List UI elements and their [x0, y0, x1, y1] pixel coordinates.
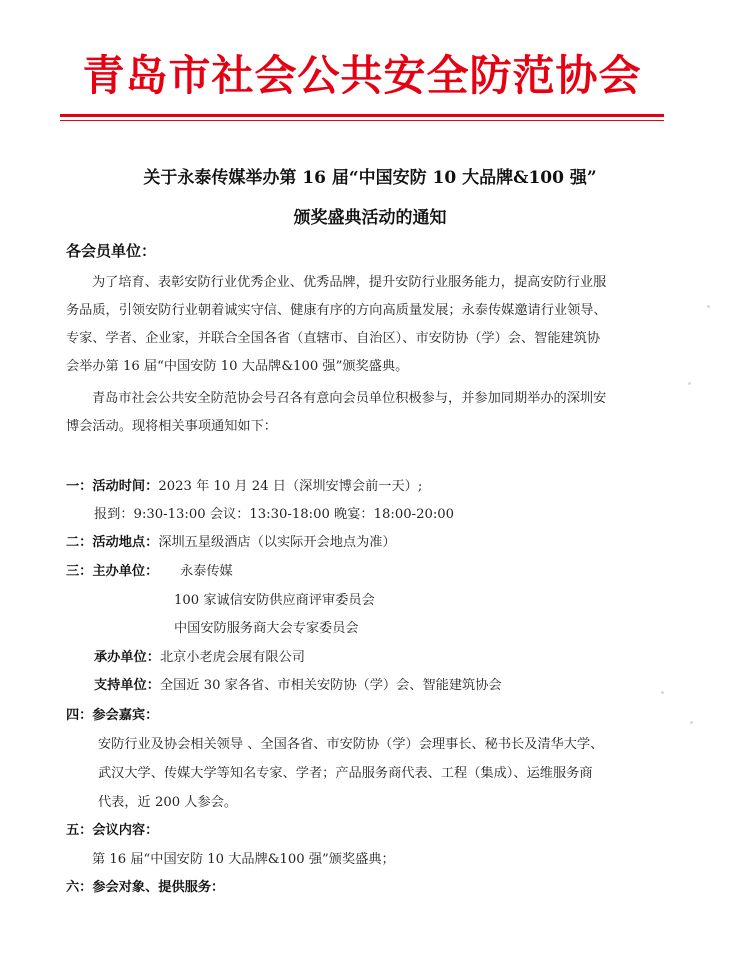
section-5-value: 第 16 届“中国安防 10 大品牌&100 强”颁奖盛典； [92, 852, 395, 867]
intro-p1-line-2: 务品质，引领安防行业朝着诚实守信、健康有序的方向高质量发展；永泰传媒邀请行业领导、 [66, 303, 607, 318]
intro-p1-line-1: 为了培育、表彰安防行业优秀企业、优秀品牌，提升安防行业服务能力，提高安防行业服 [92, 275, 607, 290]
notice-title-line-2: 颁奖盛典活动的通知 [293, 208, 447, 228]
section-3-label: 三：主办单位： [66, 564, 159, 579]
host-3: 中国安防服务商大会专家委员会 [174, 621, 359, 636]
guests-line-2: 武汉大学、传媒大学等知名专家、学者；产品服务商代表、工程（集成）、运维服务商 [98, 766, 593, 781]
notice-title-line-1: 关于永泰传媒举办第 16 届“中国安防 10 大品牌&100 强” [143, 168, 597, 188]
letterhead-rule-thin [60, 120, 664, 121]
salutation: 各会员单位： [66, 242, 157, 260]
host-2: 100 家诚信安防供应商评审委员会 [174, 593, 375, 608]
section-1-value: 2023 年 10 月 24 日（深圳安博会前一天）; [158, 479, 423, 494]
section-1 [66, 478, 422, 496]
section-4-label: 四：参会嘉宾： [66, 708, 159, 723]
organizer-value: 北京小老虎会展有限公司 [159, 650, 305, 665]
intro-p1-line-3: 专家、学者、企业家，并联合全国各省（直辖市、自治区）、市安防协（学）会、智能建筑协 [66, 331, 601, 346]
scan-speck [688, 382, 691, 385]
section-6 [66, 879, 224, 897]
letterhead-title: 青岛市社会公共安全防范协会 [82, 51, 642, 100]
section-1-schedule: 报到：9:30-13:00 会议：13:30-18:00 晚宴：18:00-20:00 [94, 507, 455, 522]
supporter-value: 全国近 30 家各省、市相关安防协（学）会、智能建筑协会 [159, 678, 502, 693]
guests-line-3: 代表，近 200 人参会。 [98, 795, 238, 810]
section-6-label: 六：参会对象、提供服务： [66, 880, 225, 895]
section-1-label: 一：活动时间： [66, 479, 159, 494]
organizer-label: 承办单位： [94, 650, 160, 665]
section-2-label: 二：活动地点： [66, 535, 159, 550]
section-5-label: 五：会议内容： [66, 823, 159, 838]
host-1: 永泰传媒 [180, 564, 233, 579]
section-2 [66, 534, 396, 552]
intro-p1-line-4: 会举办第 16 届“中国安防 10 大品牌&100 强”颁奖盛典。 [66, 359, 409, 374]
letterhead-rule-thick [60, 114, 664, 117]
intro-p2-line-1: 青岛市社会公共安全防范协会号召各有意向会员单位积极参与，并参加同期举办的深圳安 [92, 391, 607, 406]
scan-speck [690, 721, 693, 724]
guests-line-1: 安防行业及协会相关领导 、全国各省、市安防协（学）会理事长、秘书长及清华大学、 [98, 737, 604, 752]
scan-speck [661, 691, 664, 694]
organizer-row [94, 649, 305, 667]
section-5 [66, 822, 158, 840]
supporter-row [94, 677, 502, 695]
scan-speck [707, 305, 710, 308]
section-2-value: 深圳五星级酒店（以实际开会地点为准） [158, 535, 396, 550]
section-4 [66, 707, 158, 725]
intro-p2-line-2: 博会活动。现将相关事项通知如下： [66, 419, 277, 434]
supporter-label: 支持单位： [94, 678, 160, 693]
section-3 [66, 563, 158, 581]
